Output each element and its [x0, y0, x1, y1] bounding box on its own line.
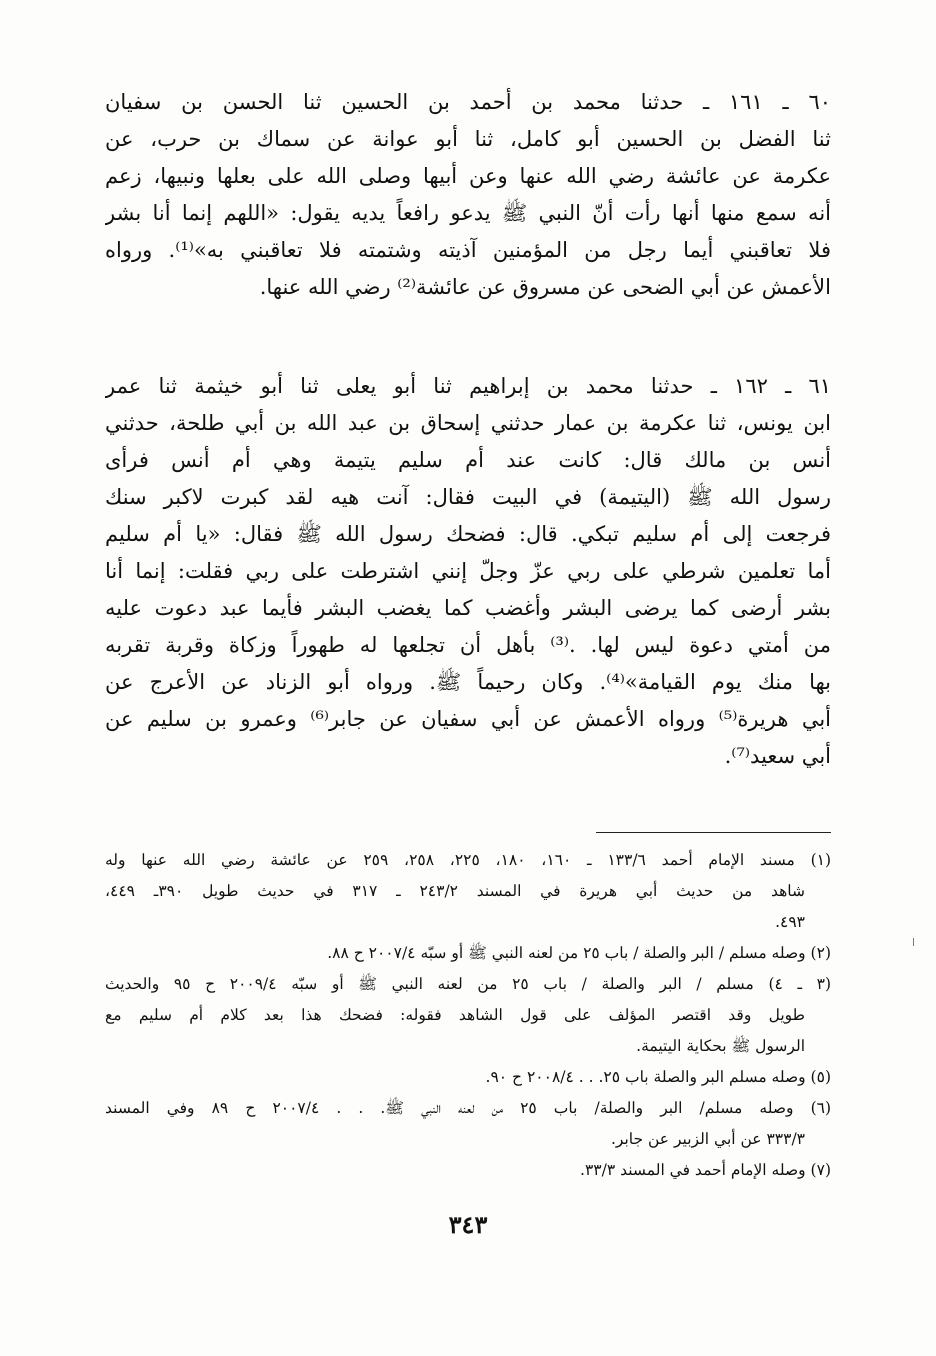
footnote-1: [105, 845, 831, 938]
text-line: الأعمش عن أبي الضحى عن مسروق عن عائشة⁽²⁾ رضي الله عنها.: [259, 275, 831, 299]
footnote-line: (٧) وصله الإمام أحمد في المسند ٣٣/٣.: [580, 1161, 831, 1179]
margin-mark: [913, 938, 914, 946]
footnote-line: الرسول ﷺ بحكاية اليتيمة.: [636, 1037, 805, 1055]
text-line: ابن يونس، ثنا عكرمة بن عمار حدثني إسحاق بن عبد الله بن أبي طلحة، حدثني: [105, 411, 831, 435]
hadith-paragraph-161: [105, 84, 831, 306]
footnote-line: ٣٣٣/٣ عن أبي الزبير عن جابر.: [610, 1130, 805, 1148]
text-line: أبي هريرة⁽⁵⁾ ورواه الأعمش عن أبي سفيان عن جابر⁽⁶⁾ وعمرو بن سليم عن: [105, 707, 831, 731]
text-line: أبي سعيد⁽⁷⁾.: [724, 744, 831, 768]
footnote-line: طويل وقد اقتصر المؤلف على قول الشاهد فقوله: فضحك هذا بعد كلام أم سليم مع: [105, 1006, 805, 1024]
page-number: ٣٤٣: [448, 1210, 488, 1239]
footnote-divider: [596, 832, 831, 833]
footnote-7: [105, 1155, 831, 1186]
text-line: ثنا الفضل بن الحسين أبو كامل، ثنا أبو عوانة عن سماك بن حرب، عن: [105, 127, 831, 151]
footnote-3-4: [105, 969, 831, 1062]
text-line: فرجعت إلى أم سليم تبكي. قال: فضحك رسول الله ﷺ فقال: «يا أم سليم: [105, 522, 831, 546]
footnote-line: (٦) وصله مسلم/ البر والصلة/ باب ٢٥ من لعنه النبي ﷺ. . . ٢٠٠٧/٤ ح ٨٩ وفي المسند: [105, 1099, 831, 1117]
text-line: بها منك يوم القيامة»⁽⁴⁾. وكان رحيماً ﷺ. ورواه أبو الزناد عن الأعرج عن: [105, 670, 831, 694]
footnote-5: [105, 1062, 831, 1093]
footnote-6: [105, 1093, 831, 1155]
text-line: رسول الله ﷺ (اليتيمة) في البيت فقال: آنت هيه لقد كبرت لاكبر سنك: [105, 485, 831, 509]
text-line: بشر أرضى كما يرضى البشر وأغضب كما يغضب البشر فأيما عبد دعوت عليه: [105, 596, 831, 620]
footnote-line: (١) مسند الإمام أحمد ١٣٣/٦ ـ ١٦٠، ١٨٠، ٢٢٥، ٢٥٨، ٢٥٩ عن عائشة رضي الله عنها وله: [105, 851, 831, 869]
footnote-line: ٤٩٣.: [775, 913, 805, 931]
text-line: ٦٠ ـ ١٦١ ـ حدثنا محمد بن أحمد بن الحسين ثنا الحسن بن سفيان: [105, 90, 831, 114]
footnotes-section: [105, 845, 831, 1186]
text-line: أما تعلمين شرطي على ربي عزّ وجلّ إنني اشترطت على ربي فقلت: إنما أنا: [105, 559, 831, 583]
text-line: من أمتي دعوة ليس لها. .⁽³⁾ بأهل أن تجلعها له طهوراً وزكاة وقربة تقربه: [105, 633, 831, 657]
text-line: أنه سمع منها أنها رأت أنّ النبي ﷺ يدعو رافعاً يديه يقول: «اللهم إنما أنا بشر: [105, 201, 831, 225]
hadith-paragraph-162: [105, 368, 831, 775]
text-line: عكرمة عن عائشة رضي الله عنها وعن أبيها وصلى الله على بعلها ونبيها، زعم: [105, 164, 831, 188]
text-line: أنس بن مالك قال: كانت عند أم سليم يتيمة وهي أم أنس فرأى: [105, 448, 831, 472]
footnote-line: (٥) وصله مسلم البر والصلة باب ٢٥. . . ٢٠٠٨/٤ ح ٩٠.: [485, 1068, 831, 1086]
footnote-line: (٣ ـ ٤) مسلم / البر والصلة / باب ٢٥ من لعنه النبي ﷺ أو سبّه ٢٠٠٩/٤ ح ٩٥ والحديث: [105, 975, 831, 993]
text-line: فلا تعاقبني أيما رجل من المؤمنين آذيته وشتمته فلا تعاقبني به»⁽¹⁾. ورواه: [105, 238, 831, 262]
footnote-line: شاهد من حديث أبي هريرة في المسند ٢٤٣/٢ ـ ٣١٧ في حديث طويل ٣٩٠ـ ٤٤٩،: [105, 882, 806, 900]
text-line: ٦١ ـ ١٦٢ ـ حدثنا محمد بن إبراهيم ثنا أبو يعلى ثنا أبو خيثمة ثنا عمر: [105, 374, 831, 398]
footnote-line: (٢) وصله مسلم / البر والصلة / باب ٢٥ من لعنه النبي ﷺ أو سبّه ٢٠٠٧/٤ ح ٨٨.: [327, 944, 831, 962]
footnote-2: [105, 938, 831, 969]
